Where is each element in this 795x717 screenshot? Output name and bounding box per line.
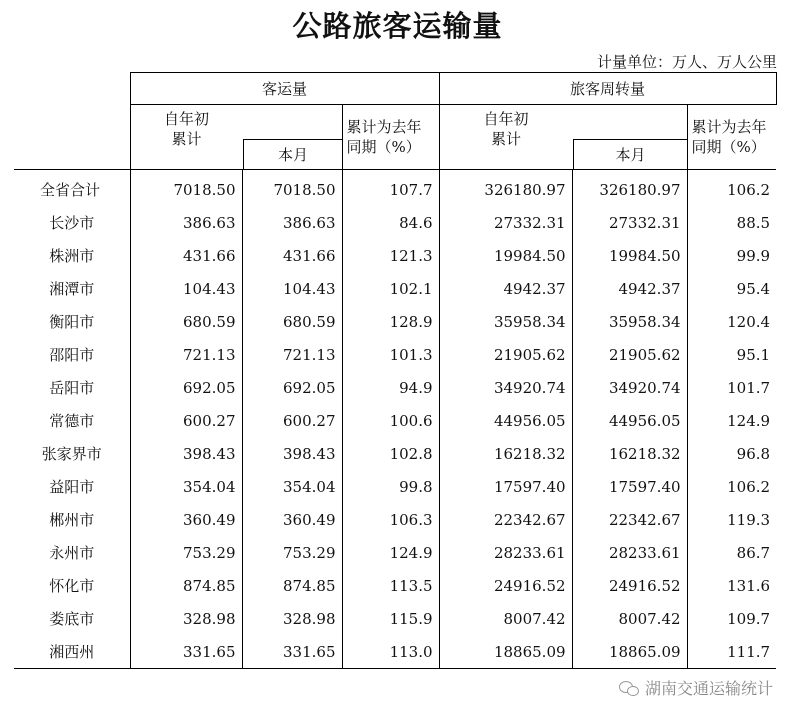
table-row <box>14 338 776 371</box>
table-row <box>14 470 776 503</box>
table-row <box>14 503 776 536</box>
passenger-ytd-cell: 328.98 <box>130 602 242 635</box>
turnover-ytd-cell: 326180.97 <box>439 170 572 207</box>
passenger-ytd-cell: 386.63 <box>130 206 242 239</box>
region-name-cell: 湘潭市 <box>14 272 130 305</box>
passenger-pct-cell: 106.3 <box>342 503 439 536</box>
pct-line1: 累计为去年 <box>691 118 767 136</box>
passenger-month-cell: 331.65 <box>242 635 342 669</box>
passenger-ytd-cell: 721.13 <box>130 338 242 371</box>
passenger-pct-cell: 99.8 <box>342 470 439 503</box>
turnover-month-cell: 21905.62 <box>572 338 687 371</box>
header-month-turnover: 本月 <box>573 139 688 170</box>
passenger-month-cell: 354.04 <box>242 470 342 503</box>
table-row <box>14 206 776 239</box>
region-name-cell: 邵阳市 <box>14 338 130 371</box>
table-body <box>14 170 776 669</box>
passenger-month-cell: 398.43 <box>242 437 342 470</box>
watermark-text: 湖南交通运输统计 <box>644 679 773 698</box>
ytd-line1: 自年初 <box>483 110 529 128</box>
region-name-cell: 郴州市 <box>14 503 130 536</box>
watermark <box>619 676 773 699</box>
turnover-month-cell: 34920.74 <box>572 371 687 404</box>
region-name-cell: 怀化市 <box>14 569 130 602</box>
ytd-line2: 累计 <box>171 130 202 148</box>
turnover-pct-cell: 99.9 <box>687 239 776 272</box>
passenger-ytd-cell: 431.66 <box>130 239 242 272</box>
region-name-cell: 永州市 <box>14 536 130 569</box>
pct-line2: 同期（%） <box>691 138 766 156</box>
passenger-ytd-cell: 331.65 <box>130 635 242 669</box>
turnover-pct-cell: 124.9 <box>687 404 776 437</box>
turnover-pct-cell: 95.1 <box>687 338 776 371</box>
passenger-month-cell: 386.63 <box>242 206 342 239</box>
turnover-pct-cell: 95.4 <box>687 272 776 305</box>
table-row <box>14 371 776 404</box>
table-row <box>14 602 776 635</box>
turnover-ytd-cell: 17597.40 <box>439 470 572 503</box>
passenger-ytd-cell: 692.05 <box>130 371 242 404</box>
passenger-ytd-cell: 354.04 <box>130 470 242 503</box>
table-row <box>14 569 776 602</box>
passenger-month-cell: 874.85 <box>242 569 342 602</box>
passenger-pct-cell: 101.3 <box>342 338 439 371</box>
page-title: 公路旅客运输量 <box>292 9 503 43</box>
region-name-cell: 株洲市 <box>14 239 130 272</box>
turnover-pct-cell: 96.8 <box>687 437 776 470</box>
turnover-month-cell: 326180.97 <box>572 170 687 207</box>
turnover-month-cell: 28233.61 <box>572 536 687 569</box>
turnover-pct-cell: 111.7 <box>687 635 776 669</box>
turnover-pct-cell: 106.2 <box>687 470 776 503</box>
region-name-cell: 张家界市 <box>14 437 130 470</box>
header-pct-turnover <box>687 105 776 170</box>
passenger-pct-cell: 113.5 <box>342 569 439 602</box>
turnover-month-cell: 19984.50 <box>572 239 687 272</box>
passenger-pct-cell: 115.9 <box>342 602 439 635</box>
table-row <box>14 437 776 470</box>
turnover-ytd-cell: 34920.74 <box>439 371 572 404</box>
turnover-ytd-cell: 8007.42 <box>439 602 572 635</box>
turnover-month-cell: 44956.05 <box>572 404 687 437</box>
passenger-pct-cell: 121.3 <box>342 239 439 272</box>
turnover-month-cell: 24916.52 <box>572 569 687 602</box>
turnover-ytd-cell: 16218.32 <box>439 437 572 470</box>
turnover-ytd-cell: 44956.05 <box>439 404 572 437</box>
passenger-pct-cell: 113.0 <box>342 635 439 669</box>
passenger-pct-cell: 128.9 <box>342 305 439 338</box>
turnover-pct-cell: 86.7 <box>687 536 776 569</box>
passenger-month-cell: 328.98 <box>242 602 342 635</box>
passenger-ytd-cell: 874.85 <box>130 569 242 602</box>
passenger-pct-cell: 124.9 <box>342 536 439 569</box>
turnover-ytd-cell: 22342.67 <box>439 503 572 536</box>
turnover-month-cell: 22342.67 <box>572 503 687 536</box>
turnover-pct-cell: 109.7 <box>687 602 776 635</box>
turnover-pct-cell: 101.7 <box>687 371 776 404</box>
passenger-month-cell: 680.59 <box>242 305 342 338</box>
turnover-ytd-cell: 28233.61 <box>439 536 572 569</box>
header-month-passenger: 本月 <box>243 139 343 170</box>
header-pct-passenger <box>342 105 439 170</box>
pct-line2: 同期（%） <box>346 138 421 156</box>
turnover-month-cell: 17597.40 <box>572 470 687 503</box>
turnover-month-cell: 16218.32 <box>572 437 687 470</box>
region-name-cell: 益阳市 <box>14 470 130 503</box>
passenger-ytd-cell: 360.49 <box>130 503 242 536</box>
passenger-month-cell: 7018.50 <box>242 170 342 207</box>
turnover-month-cell: 8007.42 <box>572 602 687 635</box>
turnover-ytd-cell: 4942.37 <box>439 272 572 305</box>
turnover-pct-cell: 119.3 <box>687 503 776 536</box>
passenger-month-cell: 431.66 <box>242 239 342 272</box>
region-name-cell: 长沙市 <box>14 206 130 239</box>
header-passenger-turnover: 旅客周转量 <box>439 73 776 105</box>
passenger-ytd-cell: 600.27 <box>130 404 242 437</box>
turnover-ytd-cell: 21905.62 <box>439 338 572 371</box>
passenger-pct-cell: 94.9 <box>342 371 439 404</box>
region-name-cell: 常德市 <box>14 404 130 437</box>
passenger-ytd-cell: 753.29 <box>130 536 242 569</box>
region-name-cell: 娄底市 <box>14 602 130 635</box>
passenger-month-cell: 721.13 <box>242 338 342 371</box>
table-row <box>14 305 776 338</box>
wechat-icon <box>619 680 639 696</box>
turnover-ytd-cell: 24916.52 <box>439 569 572 602</box>
statistics-table <box>14 72 777 669</box>
turnover-month-cell: 27332.31 <box>572 206 687 239</box>
header-ytd-turnover <box>439 105 687 170</box>
unit-note: 计量单位：万人、万人公里 <box>596 53 777 71</box>
region-header-blank <box>14 73 130 170</box>
total-row <box>14 170 776 207</box>
passenger-month-cell: 753.29 <box>242 536 342 569</box>
passenger-month-cell: 360.49 <box>242 503 342 536</box>
table-row <box>14 536 776 569</box>
passenger-pct-cell: 100.6 <box>342 404 439 437</box>
region-name-cell: 全省合计 <box>14 170 130 207</box>
passenger-month-cell: 600.27 <box>242 404 342 437</box>
turnover-pct-cell: 88.5 <box>687 206 776 239</box>
passenger-month-cell: 104.43 <box>242 272 342 305</box>
region-name-cell: 衡阳市 <box>14 305 130 338</box>
passenger-month-cell: 692.05 <box>242 371 342 404</box>
turnover-ytd-cell: 27332.31 <box>439 206 572 239</box>
passenger-ytd-cell: 680.59 <box>130 305 242 338</box>
passenger-ytd-cell: 7018.50 <box>130 170 242 207</box>
passenger-pct-cell: 102.8 <box>342 437 439 470</box>
turnover-ytd-cell: 19984.50 <box>439 239 572 272</box>
passenger-ytd-cell: 104.43 <box>130 272 242 305</box>
table-row <box>14 404 776 437</box>
turnover-ytd-cell: 35958.34 <box>439 305 572 338</box>
passenger-pct-cell: 107.7 <box>342 170 439 207</box>
passenger-pct-cell: 84.6 <box>342 206 439 239</box>
turnover-month-cell: 18865.09 <box>572 635 687 669</box>
passenger-ytd-cell: 398.43 <box>130 437 242 470</box>
turnover-pct-cell: 120.4 <box>687 305 776 338</box>
turnover-pct-cell: 131.6 <box>687 569 776 602</box>
region-name-cell: 岳阳市 <box>14 371 130 404</box>
header-ytd-passenger <box>130 105 342 170</box>
turnover-pct-cell: 106.2 <box>687 170 776 207</box>
turnover-ytd-cell: 18865.09 <box>439 635 572 669</box>
turnover-month-cell: 4942.37 <box>572 272 687 305</box>
header-passenger-volume: 客运量 <box>130 73 439 105</box>
ytd-line1: 自年初 <box>163 110 209 128</box>
region-name-cell: 湘西州 <box>14 635 130 669</box>
table-row <box>14 272 776 305</box>
table-row <box>14 239 776 272</box>
table-row <box>14 635 776 669</box>
pct-line1: 累计为去年 <box>346 118 422 136</box>
turnover-month-cell: 35958.34 <box>572 305 687 338</box>
ytd-line2: 累计 <box>491 130 522 148</box>
passenger-pct-cell: 102.1 <box>342 272 439 305</box>
